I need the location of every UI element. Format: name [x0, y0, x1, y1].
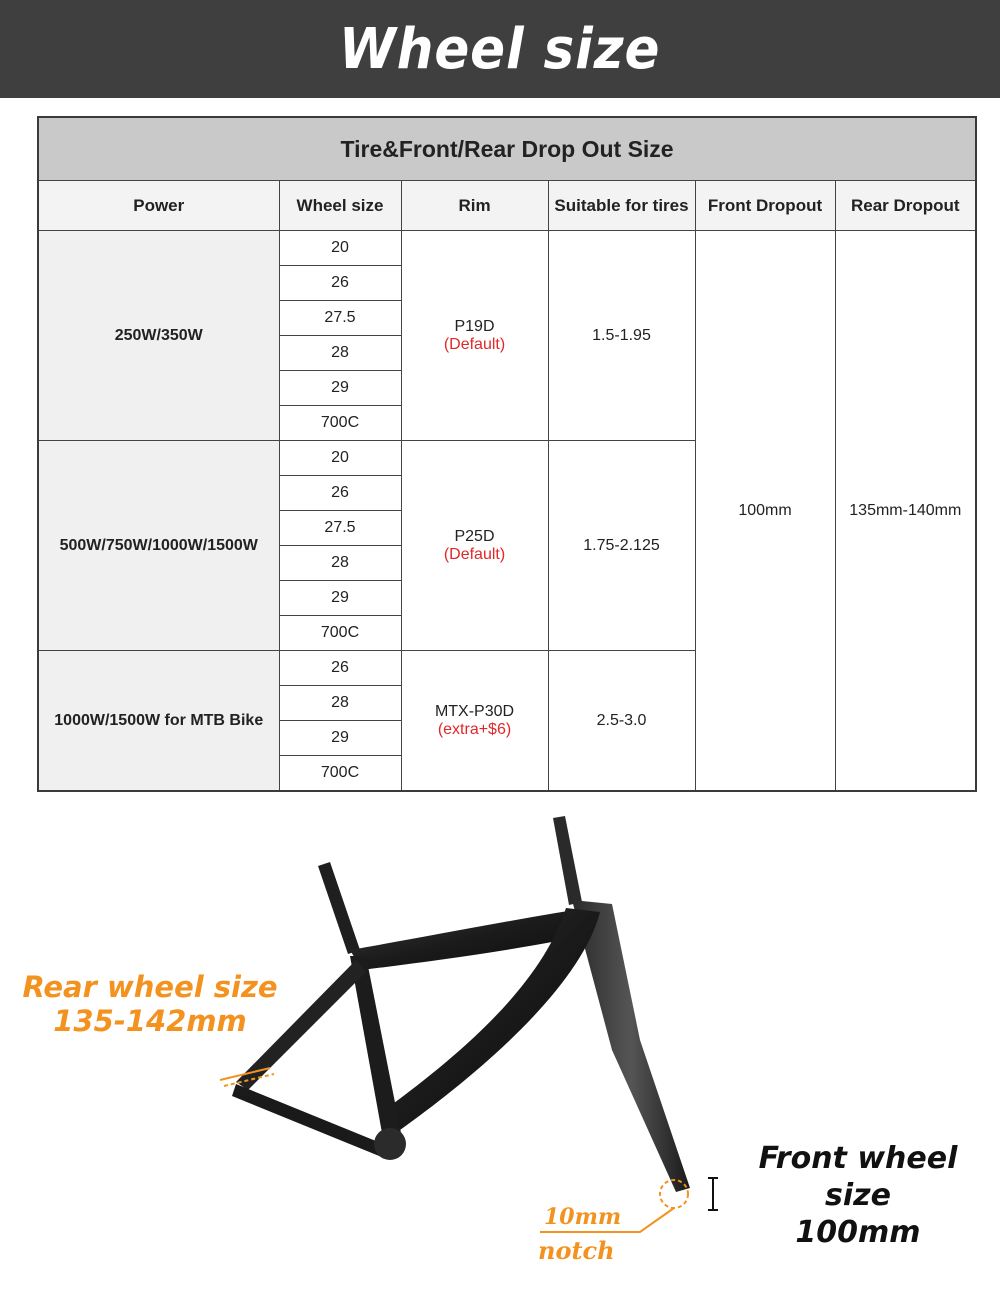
power-cell: 250W/350W	[38, 231, 279, 441]
wheel-size-cell: 700C	[279, 406, 401, 441]
front-label-line2: 100mm	[795, 1215, 921, 1250]
front-wheel-label	[728, 1140, 988, 1251]
rim-cell	[401, 651, 548, 792]
wheel-size-cell: 20	[279, 441, 401, 476]
tires-cell: 2.5-3.0	[548, 651, 695, 792]
rim-note: (Default)	[443, 335, 506, 353]
wheel-size-cell: 20	[279, 231, 401, 266]
rear-dropout-cell: 135mm-140mm	[835, 231, 976, 792]
page-title: Wheel size	[339, 16, 661, 82]
wheel-size-cell: 27.5	[279, 511, 401, 546]
frame-illustration-area	[0, 800, 1000, 1290]
tires-cell: 1.5-1.95	[548, 231, 695, 441]
power-cell: 500W/750W/1000W/1500W	[38, 441, 279, 651]
header-front-dropout: Front Dropout	[695, 181, 835, 231]
wheel-size-cell: 27.5	[279, 301, 401, 336]
header-rear-dropout: Rear Dropout	[835, 181, 976, 231]
front-dropout-cell: 100mm	[695, 231, 835, 792]
wheel-size-cell: 700C	[279, 616, 401, 651]
power-cell: 1000W/1500W for MTB Bike	[38, 651, 279, 792]
front-label-line1: Front wheel size	[758, 1141, 958, 1213]
notch-word-label: notch	[538, 1236, 615, 1265]
rear-label-line1: Rear wheel size	[22, 970, 278, 1004]
header-rim: Rim	[401, 181, 548, 231]
wheel-size-cell: 28	[279, 336, 401, 371]
tires-cell: 1.75-2.125	[548, 441, 695, 651]
wheel-size-cell: 28	[279, 686, 401, 721]
rim-note: (extra+$6)	[437, 720, 512, 738]
wheel-size-cell: 26	[279, 651, 401, 686]
rim-name: P19D	[454, 317, 495, 335]
wheel-size-cell: 29	[279, 581, 401, 616]
header-power: Power	[38, 181, 279, 231]
rear-label-line2: 135-142mm	[53, 1004, 247, 1038]
table-title: Tire&Front/Rear Drop Out Size	[38, 117, 976, 181]
rear-wheel-label	[20, 970, 280, 1038]
wheel-size-cell: 28	[279, 546, 401, 581]
wheel-size-cell: 26	[279, 476, 401, 511]
wheel-size-cell: 29	[279, 371, 401, 406]
header-tires: Suitable for tires	[548, 181, 695, 231]
wheel-size-cell: 26	[279, 266, 401, 301]
rim-note: (Default)	[443, 545, 506, 563]
spec-table	[37, 116, 977, 792]
rim-cell	[401, 441, 548, 651]
rim-name: MTX-P30D	[434, 702, 515, 720]
notch-size-label: 10mm	[544, 1204, 622, 1230]
header-wheel-size: Wheel size	[279, 181, 401, 231]
rim-cell	[401, 231, 548, 441]
header-banner	[0, 0, 1000, 98]
wheel-size-cell: 29	[279, 721, 401, 756]
table-row	[38, 231, 976, 266]
wheel-size-cell: 700C	[279, 756, 401, 792]
rim-name: P25D	[454, 527, 495, 545]
